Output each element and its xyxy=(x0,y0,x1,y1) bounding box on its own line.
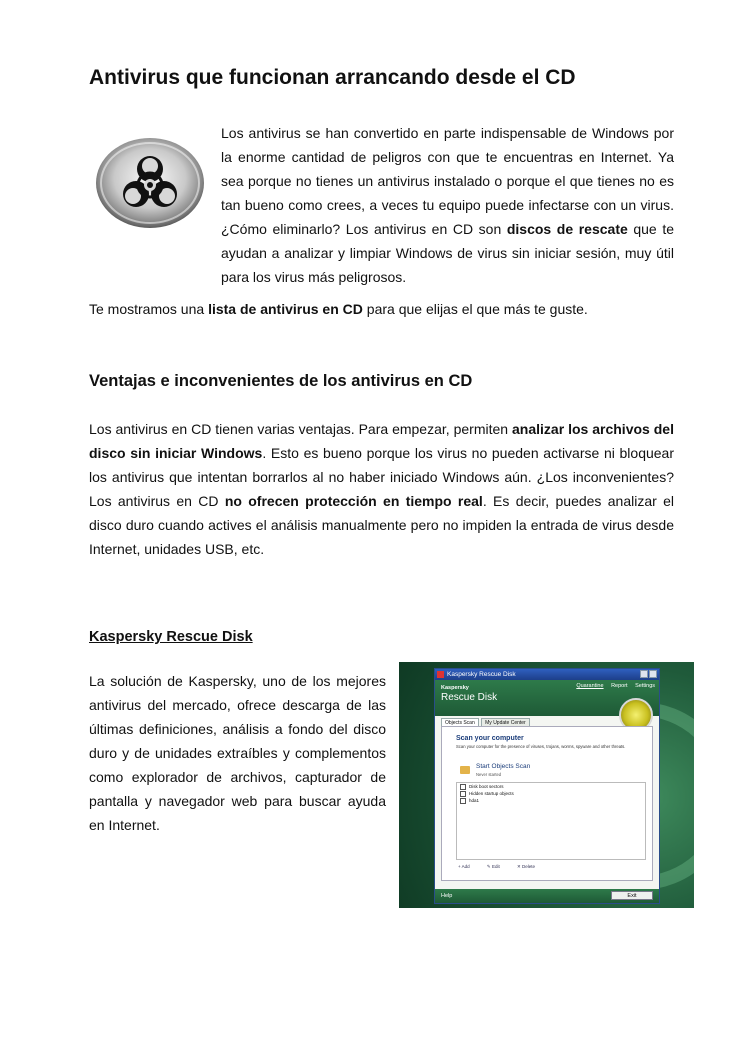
list-paragraph: Te mostramos una lista de antivirus en CD para que elijas el que más te guste. xyxy=(89,301,588,317)
exit-button: Exit xyxy=(611,891,653,900)
list-item: hda1 xyxy=(457,797,645,804)
page-title: Antivirus que funcionan arrancando desde el CD xyxy=(89,66,576,89)
scan-status: Never started xyxy=(476,772,502,777)
start-scan-link: Start Objects Scan xyxy=(476,763,531,770)
list-item: Hidden startup objects xyxy=(457,790,645,797)
list-actions xyxy=(458,864,551,870)
app-icon xyxy=(437,671,444,678)
scan-objects-list xyxy=(456,782,646,860)
tab-objects-scan: Objects Scan xyxy=(441,718,479,727)
window-title: Kaspersky Rescue Disk xyxy=(447,671,516,678)
biohazard-cd-icon xyxy=(95,137,205,229)
kaspersky-screenshot xyxy=(399,662,694,908)
list-item: Disk boot sectors xyxy=(457,783,645,790)
app-footer xyxy=(435,889,659,903)
scan-subtitle: Scan your computer for the presence of viruses, trojans, worms, spyware and other threats. xyxy=(456,744,626,749)
kaspersky-paragraph: La solución de Kaspersky, uno de los mejores antivirus del mercado, ofrece descarga de las últimas definiciones, análisis a fondo del disco duro y de unidades extraíbles y complementos como explorador de archivos, capturador de pantalla y navegador web para buscar ayuda en Internet. xyxy=(89,673,386,833)
app-header xyxy=(435,680,659,716)
section-title: Ventajas e inconvenientes de los antivirus en CD xyxy=(89,372,473,390)
quarantine-link: Quarantine xyxy=(576,683,604,689)
add-action: + Add xyxy=(458,864,470,869)
antivirus-list-link: lista de antivirus en CD xyxy=(208,301,363,317)
intro-paragraph: Los antivirus se han convertido en parte indispensable de Windows por la enorme cantidad de peligros con que te encuentras en Internet. Ya sea porque no tienes un antivirus instalado o porque el que tienes no es tan bueno como crees, a veces tu equipo puede infectarse con un virus. ¿Cómo eliminarlo? Los antivirus en CD son discos de rescate que te ayudan a analizar y limpiar Windows de virus sin iniciar sesión, muy útil para los virus más peligrosos. xyxy=(221,125,674,285)
scan-panel xyxy=(441,726,653,881)
folder-icon xyxy=(460,766,470,774)
checkbox-icon xyxy=(460,791,466,797)
scan-title: Scan your computer xyxy=(456,735,524,742)
brand-large: Rescue Disk xyxy=(441,692,498,703)
kaspersky-heading: Kaspersky Rescue Disk xyxy=(89,629,253,645)
report-link: Report xyxy=(611,683,628,689)
brand-small: Kaspersky xyxy=(441,685,469,691)
top-links xyxy=(570,683,655,689)
settings-link: Settings xyxy=(635,683,655,689)
delete-action: ✕ Delete xyxy=(516,864,536,869)
edit-action: ✎ Edit xyxy=(486,864,500,869)
kaspersky-window xyxy=(434,668,660,904)
window-titlebar xyxy=(435,669,659,680)
help-link: Help xyxy=(441,893,453,899)
advantages-paragraph: Los antivirus en CD tienen varias ventajas. Para empezar, permiten analizar los archivos del disco sin iniciar Windows. Esto es bueno porque los virus no pueden activarse ni bloquear los antivirus que intentan borrarlos al no haber iniciado Windows aún. ¿Los inconvenientes? Los antivirus en CD no ofrecen protección en tiempo real. Es decir, puedes analizar el disco duro cuando actives el análisis manualmente pero no impiden la entrada de virus desde Internet, unidades USB, etc. xyxy=(89,421,675,557)
minimize-icon xyxy=(640,670,648,678)
checkbox-icon xyxy=(460,784,466,790)
tab-update-center: My Update Center xyxy=(481,718,530,727)
checkbox-icon xyxy=(460,798,466,804)
close-icon xyxy=(649,670,657,678)
